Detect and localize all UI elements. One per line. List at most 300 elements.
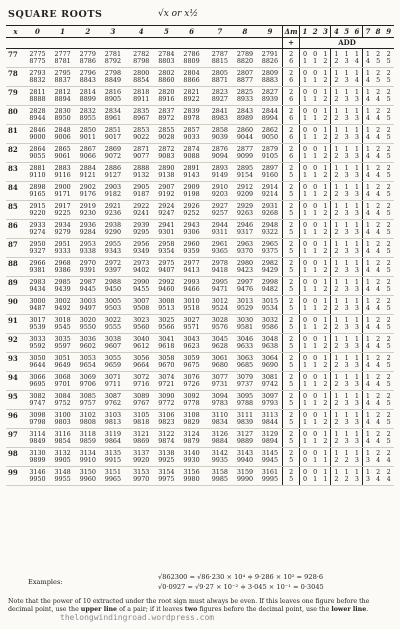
cell-value: 9006 xyxy=(54,133,71,142)
cell-value: 2 xyxy=(323,190,328,199)
cell-value: 3 xyxy=(354,209,359,218)
cell-value: 1 xyxy=(323,240,328,248)
page-header xyxy=(8,9,392,23)
cell-value: 2800 xyxy=(133,69,150,77)
cell-value: 0 xyxy=(302,449,308,457)
cell-value: 8950 xyxy=(54,114,71,123)
cell-value: 3020 xyxy=(79,316,96,324)
cell-value: 3 xyxy=(344,380,349,389)
diff-cell xyxy=(299,410,309,429)
cell-value: 2 xyxy=(334,190,339,199)
table-row xyxy=(6,49,394,68)
root-cell xyxy=(100,391,125,410)
cell-value: 3022 xyxy=(104,316,122,324)
cell-value: 9110 xyxy=(29,171,46,180)
table-row xyxy=(6,467,394,486)
cell-value: 0 xyxy=(302,392,308,400)
root-cell xyxy=(154,49,179,68)
cell-value: 3140 xyxy=(183,449,200,457)
cell-value: 9586 xyxy=(261,323,279,332)
cell-value: 2 xyxy=(289,107,294,115)
cell-value: 9778 xyxy=(183,399,200,408)
cell-value: 2993 xyxy=(183,278,200,286)
cell-value: 5 xyxy=(386,361,391,370)
cell-value: 2888 xyxy=(133,164,150,172)
cell-value: 1 xyxy=(344,449,349,457)
row-x: 88 xyxy=(6,258,25,277)
cell-value: 5 xyxy=(386,323,391,332)
cell-value: 1 xyxy=(334,297,339,305)
diff-cell xyxy=(331,68,341,87)
cell-value: 9077 xyxy=(133,152,150,161)
diff-cell xyxy=(331,201,341,220)
delta-cell xyxy=(283,429,300,448)
root-cell xyxy=(75,106,100,125)
cell-value: 9518 xyxy=(183,304,200,313)
cell-value: 1 xyxy=(365,430,370,438)
cell-value: 0 xyxy=(313,468,318,476)
cell-value: 2893 xyxy=(211,164,228,172)
table-row xyxy=(6,68,394,87)
cell-value: 1 xyxy=(313,152,318,161)
cell-value: 9571 xyxy=(183,323,200,332)
cell-value: 3153 xyxy=(133,468,150,476)
cell-value: 5 xyxy=(289,171,294,180)
diff-cell xyxy=(362,258,372,277)
cell-value: 2 xyxy=(323,266,328,275)
cell-value: 3 xyxy=(344,399,349,408)
cell-value: 1 xyxy=(344,107,349,115)
col-header-x: x xyxy=(6,26,25,38)
cell-value: 9788 xyxy=(236,399,254,408)
cell-value: 2 xyxy=(323,285,328,294)
diff-cell xyxy=(310,68,320,87)
delta-cell xyxy=(283,106,300,125)
cell-value: 5 xyxy=(386,342,391,351)
diff-cell xyxy=(383,353,394,372)
root-cell xyxy=(179,163,204,182)
root-cell xyxy=(258,353,283,372)
cell-value: 2 xyxy=(289,88,294,96)
cell-value: 1 xyxy=(334,316,339,324)
root-cell xyxy=(50,125,75,144)
row-x: 87 xyxy=(6,239,25,258)
root-cell xyxy=(75,296,100,315)
note-two: two xyxy=(184,606,198,613)
cell-value: 0 xyxy=(313,259,318,267)
diff-cell xyxy=(341,163,351,182)
cell-value: 1 xyxy=(334,88,339,96)
cell-value: 8786 xyxy=(79,57,96,66)
cell-value: 9970 xyxy=(133,475,150,484)
cell-value: 9762 xyxy=(104,399,122,408)
cell-value: 1 xyxy=(323,335,328,343)
cell-value: 1 xyxy=(365,183,370,191)
cell-value: 0 xyxy=(302,430,308,438)
cell-value: 9236 xyxy=(104,209,122,218)
cell-value: 1 xyxy=(302,323,308,332)
cell-value: 4 xyxy=(365,76,370,85)
cell-value: 3084 xyxy=(54,392,71,400)
diff-cell xyxy=(341,68,351,87)
root-cell xyxy=(232,353,257,372)
cell-value: 3077 xyxy=(211,373,228,381)
cell-value: 3 xyxy=(344,437,349,446)
cell-value: 0 xyxy=(313,449,318,457)
cell-value: 2944 xyxy=(211,221,228,229)
root-cell xyxy=(50,201,75,220)
cell-value: 9247 xyxy=(158,209,175,218)
cell-value: 2881 xyxy=(29,164,46,172)
cell-value: 0 xyxy=(313,50,318,58)
cell-value: 5 xyxy=(376,76,381,85)
cell-value: 2 xyxy=(289,240,294,248)
diff-cell xyxy=(383,391,394,410)
delta-cell xyxy=(283,296,300,315)
cell-value: 3106 xyxy=(158,411,175,419)
cell-value: 9884 xyxy=(211,437,228,446)
cell-value: 9721 xyxy=(158,380,175,389)
cell-value: 1 xyxy=(302,228,308,237)
diff-cell xyxy=(299,467,309,486)
cell-value: 2 xyxy=(289,468,294,476)
cell-value: 0 xyxy=(313,430,318,438)
diff-cell xyxy=(373,391,383,410)
cell-value: 1 xyxy=(302,361,308,370)
diff-cell xyxy=(373,448,383,467)
cell-value: 3158 xyxy=(211,468,228,476)
root-cell xyxy=(100,182,125,201)
cell-value: 3111 xyxy=(236,411,254,419)
diff-cell xyxy=(373,334,383,353)
diff-cell xyxy=(352,410,362,429)
cell-value: 1 xyxy=(323,221,328,229)
cell-value: 9466 xyxy=(183,285,200,294)
cell-value: 2807 xyxy=(236,69,254,77)
root-cell xyxy=(129,68,154,87)
cell-value: 3159 xyxy=(236,468,254,476)
cell-value: 9000 xyxy=(29,133,46,142)
root-cell xyxy=(258,68,283,87)
cell-value: 9685 xyxy=(236,361,254,370)
cell-value: 3161 xyxy=(261,468,279,476)
cell-value: 2 xyxy=(386,278,391,286)
cell-value: 2835 xyxy=(133,107,150,115)
cell-value: 2869 xyxy=(104,145,122,153)
diff-cell xyxy=(320,315,330,334)
cell-value: 3110 xyxy=(211,411,228,419)
diff-cell xyxy=(331,429,341,448)
cell-value: 3053 xyxy=(79,354,96,362)
cell-value: 9252 xyxy=(183,209,200,218)
cell-value: 2 xyxy=(386,373,391,381)
cell-value: 9497 xyxy=(79,304,96,313)
cell-value: 2 xyxy=(386,145,391,153)
table-header-row xyxy=(6,26,394,38)
root-cell xyxy=(50,353,75,372)
cell-value: 2 xyxy=(289,126,294,134)
cell-value: 9920 xyxy=(133,456,150,465)
cell-value: 4 xyxy=(365,399,370,408)
root-cell xyxy=(179,277,204,296)
cell-value: 3013 xyxy=(236,297,254,305)
cell-value: 2827 xyxy=(261,88,279,96)
cell-value: 2 xyxy=(376,373,381,381)
diff-cell xyxy=(331,49,341,68)
cell-value: 0 xyxy=(313,183,318,191)
cell-value: 2 xyxy=(289,411,294,419)
cell-value: 9333 xyxy=(54,247,71,256)
cell-value: 9869 xyxy=(133,437,150,446)
cell-value: 1 xyxy=(354,145,359,153)
cell-value: 2 xyxy=(386,335,391,343)
cell-value: 2 xyxy=(334,228,339,237)
examples-label: Examples: xyxy=(28,578,63,586)
diff-cell xyxy=(310,106,320,125)
cell-value: 5 xyxy=(386,57,391,66)
cell-value: 1 xyxy=(354,468,359,476)
cell-value: 1 xyxy=(323,278,328,286)
cell-value: 9338 xyxy=(79,247,96,256)
root-cell xyxy=(258,467,283,486)
cell-value: 0 xyxy=(302,164,308,172)
cell-value: 1 xyxy=(344,259,349,267)
cell-value: 1 xyxy=(323,107,328,115)
diff-header-3: 3 xyxy=(320,26,330,38)
cell-value: 8905 xyxy=(104,95,122,104)
root-cell xyxy=(207,49,232,68)
diff-cell xyxy=(320,68,330,87)
cell-value: 9370 xyxy=(236,247,254,256)
cell-value: 9566 xyxy=(158,323,175,332)
cell-value: 2 xyxy=(334,133,339,142)
cell-value: 2982 xyxy=(261,259,279,267)
cell-value: 9099 xyxy=(236,152,254,161)
root-cell xyxy=(232,182,257,201)
diff-cell xyxy=(341,239,351,258)
root-cell xyxy=(154,372,179,391)
cell-value: 2929 xyxy=(236,202,254,210)
cell-value: 9445 xyxy=(79,285,96,294)
cell-value: 0 xyxy=(313,411,318,419)
diff-cell xyxy=(299,49,309,68)
table-row xyxy=(6,315,394,334)
diff-cell xyxy=(362,163,372,182)
cell-value: 3074 xyxy=(158,373,175,381)
cell-value: 8972 xyxy=(158,114,175,123)
root-cell xyxy=(50,220,75,239)
cell-value: 3138 xyxy=(158,449,175,457)
root-cell xyxy=(129,163,154,182)
root-cell xyxy=(50,315,75,334)
delta-cell xyxy=(283,87,300,106)
row-x: 85 xyxy=(6,201,25,220)
cell-value: 9359 xyxy=(183,247,200,256)
cell-value: 1 xyxy=(354,354,359,362)
cell-value: 9088 xyxy=(183,152,200,161)
cell-value: 3076 xyxy=(183,373,200,381)
root-cell xyxy=(25,144,50,163)
table-row xyxy=(6,258,394,277)
cell-value: 4 xyxy=(354,57,359,66)
cell-value: 1 xyxy=(323,164,328,172)
root-cell xyxy=(50,106,75,125)
cell-value: 1 xyxy=(313,380,318,389)
cell-value: 9767 xyxy=(133,399,150,408)
cell-value: 2934 xyxy=(54,221,71,229)
table-row xyxy=(6,87,394,106)
cell-value: 8849 xyxy=(104,76,122,85)
cell-value: 3 xyxy=(344,209,349,218)
cell-value: 0 xyxy=(313,221,318,229)
row-x: 95 xyxy=(6,391,25,410)
cell-value: 4 xyxy=(365,247,370,256)
cell-value: 2886 xyxy=(104,164,122,172)
cell-value: 4 xyxy=(376,323,381,332)
cell-value: 5 xyxy=(289,399,294,408)
cell-value: 2973 xyxy=(133,259,150,267)
cell-value: 9165 xyxy=(29,190,46,199)
cell-value: 2912 xyxy=(236,183,254,191)
diff-cell xyxy=(320,163,330,182)
cell-value: 1 xyxy=(365,69,370,77)
root-cell xyxy=(207,448,232,467)
diff-cell xyxy=(362,201,372,220)
cell-value: 2 xyxy=(376,335,381,343)
cell-value: 2860 xyxy=(236,126,254,134)
cell-value: 1 xyxy=(334,145,339,153)
cell-value: 1 xyxy=(323,392,328,400)
cell-value: 4 xyxy=(365,209,370,218)
cell-value: 2 xyxy=(344,456,349,465)
root-cell xyxy=(75,277,100,296)
cell-value: 9160 xyxy=(261,171,279,180)
cell-value: 2867 xyxy=(79,145,96,153)
diff-cell xyxy=(299,239,309,258)
root-cell xyxy=(25,391,50,410)
cell-value: 2864 xyxy=(29,145,46,153)
root-cell xyxy=(100,315,125,334)
root-cell xyxy=(179,125,204,144)
cell-value: 8899 xyxy=(79,95,96,104)
root-cell xyxy=(207,334,232,353)
cell-value: 5 xyxy=(289,456,294,465)
cell-value: 9950 xyxy=(29,475,46,484)
root-cell xyxy=(129,353,154,372)
cell-value: 9975 xyxy=(158,475,175,484)
cell-value: 3142 xyxy=(211,449,228,457)
cell-value: 2 xyxy=(323,399,328,408)
diff-cell xyxy=(373,125,383,144)
cell-value: 3 xyxy=(354,266,359,275)
cell-value: 1 xyxy=(313,456,318,465)
root-cell xyxy=(179,68,204,87)
root-cell xyxy=(100,220,125,239)
diff-cell xyxy=(299,182,309,201)
root-cell xyxy=(154,144,179,163)
cell-value: 3 xyxy=(354,399,359,408)
diff-cell xyxy=(320,429,330,448)
cell-value: 2 xyxy=(289,202,294,210)
diff-cell xyxy=(331,353,341,372)
cell-value: 2 xyxy=(376,411,381,419)
cell-value: 8955 xyxy=(79,114,96,123)
cell-value: 1 xyxy=(323,354,328,362)
delta-cell xyxy=(283,467,300,486)
cell-value: 1 xyxy=(323,183,328,191)
cell-value: 1 xyxy=(313,133,318,142)
cell-value: 3 xyxy=(354,361,359,370)
row-x: 93 xyxy=(6,353,25,372)
cell-value: 9083 xyxy=(158,152,175,161)
root-cell xyxy=(232,239,257,258)
cell-value: 9560 xyxy=(133,323,150,332)
cell-value: 1 xyxy=(313,95,318,104)
cell-value: 0 xyxy=(302,50,308,58)
root-cell xyxy=(232,391,257,410)
cell-value: 2961 xyxy=(211,240,228,248)
cell-value: 9263 xyxy=(236,209,254,218)
root-cell xyxy=(154,106,179,125)
cell-value: 9670 xyxy=(158,361,175,370)
root-cell xyxy=(25,163,50,182)
root-cell xyxy=(232,448,257,467)
diff-cell xyxy=(320,49,330,68)
cell-value: 3090 xyxy=(158,392,175,400)
cell-value: 9349 xyxy=(133,247,150,256)
cell-value: 1 xyxy=(334,164,339,172)
cell-value: 9127 xyxy=(104,171,122,180)
diff-cell xyxy=(352,144,362,163)
cell-value: 1 xyxy=(313,418,318,427)
cell-value: 2977 xyxy=(183,259,200,267)
root-cell xyxy=(154,182,179,201)
cell-value: 9925 xyxy=(158,456,175,465)
cell-value: 2 xyxy=(376,430,381,438)
cell-value: 2931 xyxy=(261,202,279,210)
cell-value: 1 xyxy=(344,88,349,96)
cell-value: 8967 xyxy=(133,114,150,123)
cell-value: 2 xyxy=(386,411,391,419)
root-cell xyxy=(232,144,257,163)
root-cell xyxy=(129,201,154,220)
cell-value: 2 xyxy=(334,171,339,180)
cell-value: 2 xyxy=(334,152,339,161)
cell-value: 5 xyxy=(386,228,391,237)
cell-value: 9455 xyxy=(133,285,150,294)
cell-value: 1 xyxy=(334,411,339,419)
cell-value: 1 xyxy=(365,449,370,457)
cell-value: 2 xyxy=(376,259,381,267)
cell-value: 2965 xyxy=(261,240,279,248)
row-x: 79 xyxy=(6,87,25,106)
root-cell xyxy=(129,277,154,296)
root-cell xyxy=(129,467,154,486)
cell-value: 3124 xyxy=(183,430,200,438)
cell-value: 9460 xyxy=(158,285,175,294)
cell-value: 2 xyxy=(323,380,328,389)
diff-cell xyxy=(310,372,320,391)
cell-value: 2995 xyxy=(211,278,228,286)
cell-value: 3058 xyxy=(158,354,175,362)
cell-value: 9311 xyxy=(211,228,228,237)
cell-value: 3 xyxy=(344,418,349,427)
cell-value: 1 xyxy=(334,240,339,248)
root-cell xyxy=(258,49,283,68)
diff-cell xyxy=(373,182,383,201)
root-cell xyxy=(207,106,232,125)
diff-cell xyxy=(299,220,309,239)
